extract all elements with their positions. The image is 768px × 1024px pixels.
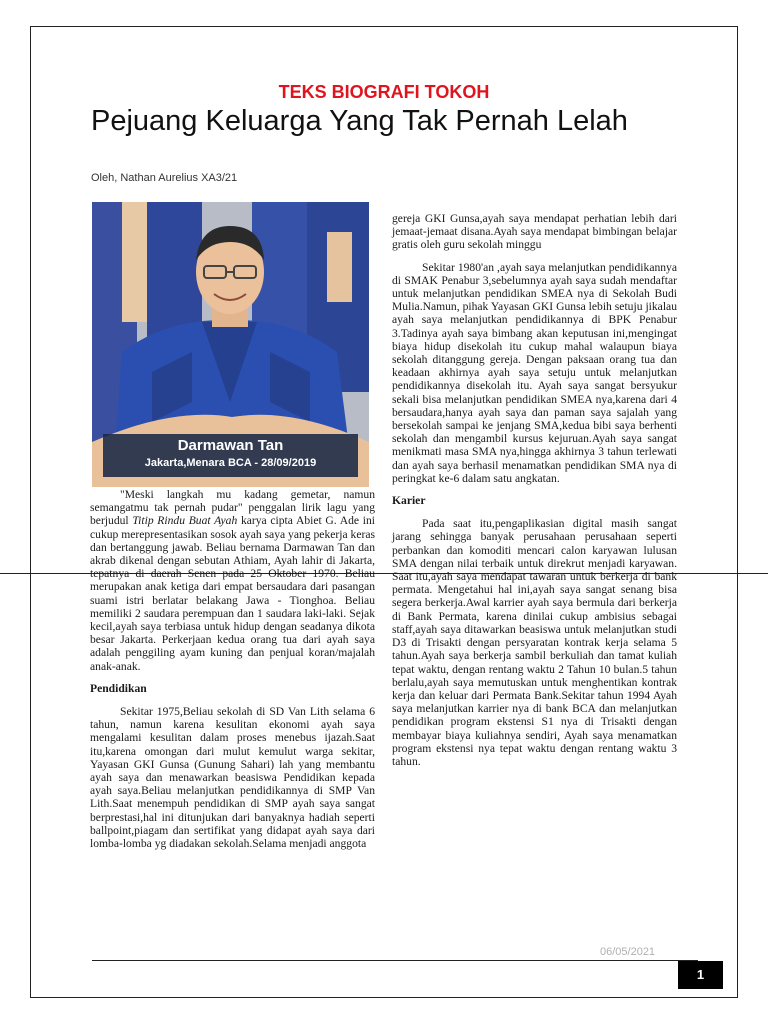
section-heading-karier: Karier <box>392 494 426 508</box>
section-heading-pendidikan: Pendidikan <box>90 681 147 695</box>
footer-date: 06/05/2021 <box>600 946 656 958</box>
caption-place: Jakarta,Menara BCA - 28/09/2019 <box>144 457 317 469</box>
intro-text-end: karya cipta Abiet G. Ade ini cukup merepresentasikan sosok ayah saya yang pekerja keras dan bertanggung jawab. Beliau bernama Darmawan Tan dan akrab dikenal dengan sebutan Athiam, Ayah lahir di Jakarta, tepatnya di daerah Senen pada 25 Oktober 1970. Beliau merupakan anak ketiga dari empat bersaudara dari pasangan suami istri berlatar belakang Jawa - Tionghoa. Beliau memiliki 2 saudara perempuan dan 1 saudara laki-laki. Sejak kecil,ayah saya terbiasa untuk hidup dengan seadanya dikota besar Jakarta. Perkerjaan kedua orang tua dari ayah saya adalah penggiling ayam kuning dan penjual koran/majalah anak-anak. <box>90 514 375 673</box>
page-number: 1 <box>678 961 723 989</box>
pendidikan-paragraph-1-continued: gereja GKI Gunsa,ayah saya mendapat perhatian lebih dari jemaat-jemaat disana.Ayah saya mendapat bimbingan belajar gratis oleh guru sekolah minggu <box>392 212 677 252</box>
karier-paragraph-1: Pada saat itu,pengaplikasian digital masih sangat jarang sehingga banyak perusahaan perusahaan seperti perbankan dan komoditi mencari calon karyawan lulusan SMA dengan nilai terbaik untuk direkrut menjadi karyawan. Saat itu,ayah saya mendapat tawaran untuk berkerja di bank permata. Mengetahui hal ini,ayah saya sangat senang bisa segera berkerja.Awal karrier ayah saya bermula dari berkerja di Bank Permata, karena dinilai cukup ambisius sebagai staff,ayah saya ditawarkan beasiswa untuk melanjutkan studi D3 di Trisakti dengan persyaratan kontrak kerja selama 5 tahun.Ayah saya berkerja sambil berkuliah dan tamat kuliah tepat waktu, dengan rentang waktu 2 Tahun 10 bulan.5 tahun berlalu,ayah saya memutuskan untuk menghentikan kontrak kerja dan keluar dari Permata Bank.Sekitar tahun 1994 Ayah saya melanjutkan karrier nya di bank BCA dan melanjutkan pendidikan program ekstensi S1 nya di Trisakti dengan membayar biaya kuliahnya sendiri, Ayah saya menamatkan program ekstensi nya tepat waktu dengan rentang waktu 3 tahun. <box>392 517 677 768</box>
portrait-photo <box>92 202 369 487</box>
song-title: Titip Rindu Buat Ayah <box>132 514 238 528</box>
pendidikan-paragraph-1: Sekitar 1975,Beliau sekolah di SD Van Lith selama 6 tahun, namun karena kesulitan ekonomi ayah saya mengalami kesulitan dalam proses menebus ijazah.Saat itu,karena omongan dari mulut kemulut warga sekitar, Yayasan GKI Gunsa (Gunung Sahari) lah yang membantu ayah saya dan menawarkan beasiswa Pendidikan kepada ayah saya.Beliau melanjutkan pendidikannya di SMP Van Lith.Saat menempuh pendidikan di SMP ayah saya sangat berprestasi,hal ini ditunjukan dari banyaknya hadiah seperti ballpoint,piagam dan sertifikat yang didapat ayah saya dari lomba-lomba yg diadakan sekolah.Selama menjadi anggota <box>90 705 375 851</box>
right-column <box>392 212 677 777</box>
page-title: Pejuang Keluarga Yang Tak Pernah Lelah <box>91 105 628 137</box>
footer-rule <box>92 960 698 961</box>
left-column <box>90 488 375 859</box>
author-line: Oleh, Nathan Aurelius XA3/21 <box>91 172 238 184</box>
pendidikan-paragraph-2: Sekitar 1980'an ,ayah saya melanjutkan pendidikannya di SMAK Penabur 3,sebelumnya ayah saya sudah mendaftar untuk melanjutkan pendidikan SMEA nya di Sekolah Budi Mulia.Namun, pihak Yayasan GKI Gunsa lebih setuju jikalau ayah saya melanjutkan pendidikannya di BPK Penabur 3.Tadinya ayah saya bimbang akan keputusan ini,mengingat biaya hidup disekolah itu cukup mahal walaupun biaya sekolah ditanggung gereja. Dengan paksaan orang tua dan keadaan akhirnya ayah saya setuju untuk melanjutkan pendidikannya disekolah itu. Ayah saya sangat bersyukur sekali bisa melanjutkan pendidikan SMEA nya,karena dari 4 bersaudara,hanya ayah saya dan paman saya sajalah yang bersekolah sampai ke jenjang SMA,kedua bibi saya berhenti sekolah dan mengambil kursus kejuruan.Ayah saya sangat menikmati masa SMA nya,hingga akhirnya 3 tahun terlewati dan ayah saya berhasil menamatkan pendidikan SMA nya di peringkat ke-6 dalam satu angkatan. <box>392 260 677 485</box>
intro-text-start: "Meski langkah mu kadang gemetar, namun semangatmu tak pernah pudar" penggalan lirik lagu yang berjudul <box>90 488 375 528</box>
photo-caption <box>103 434 358 477</box>
intro-paragraph <box>90 488 375 673</box>
caption-name: Darmawan Tan <box>177 437 284 454</box>
document-label: TEKS BIOGRAFI TOKOH <box>278 82 490 102</box>
